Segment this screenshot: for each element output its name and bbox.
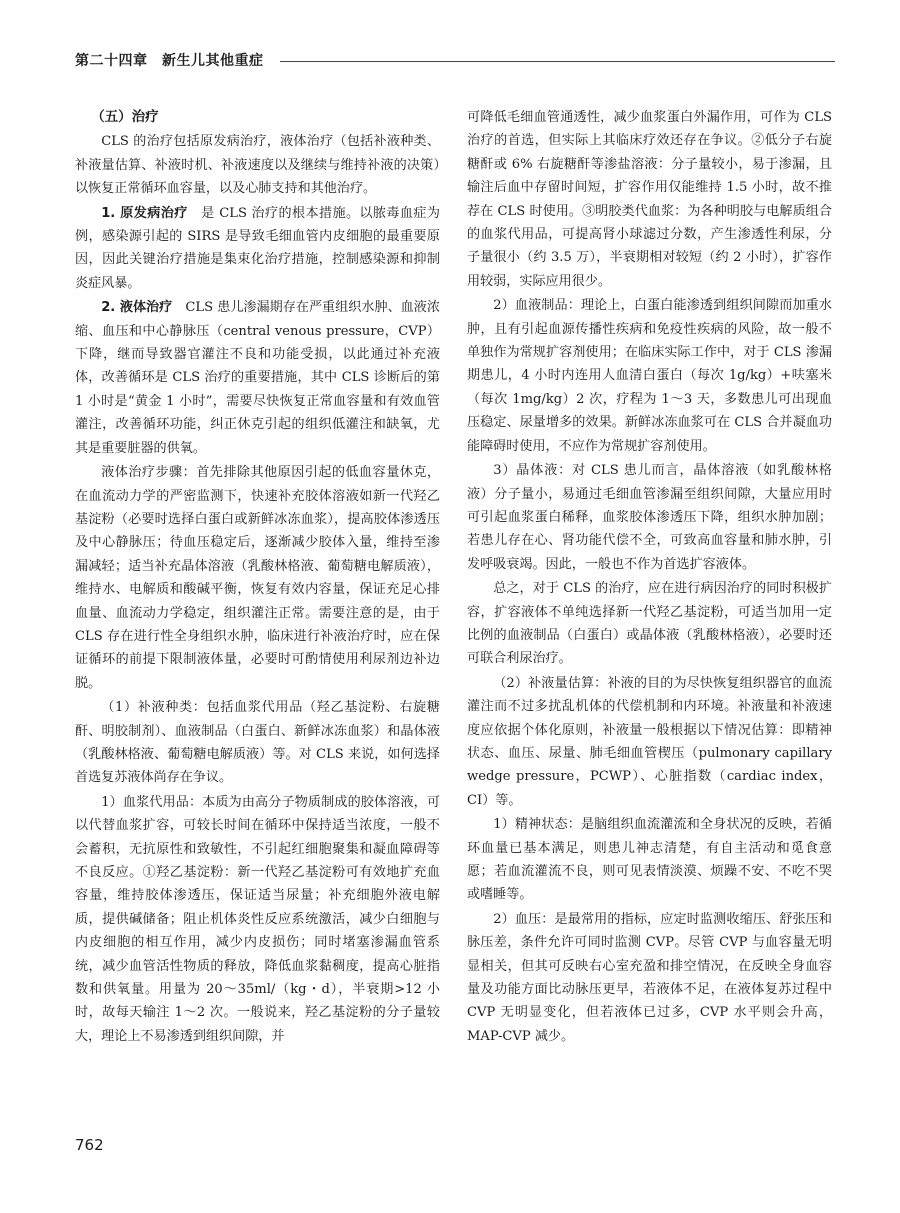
right-column (467, 106, 832, 1049)
paragraph (467, 672, 832, 812)
paragraph-text: 2）血液制品：理论上，白蛋白能渗透到组织间隙而加重水肿，且有引起血源传播性疾病和免疫性疾病的风险，故一般不单独作为常规扩容剂使用；在临床实际工作中，对于 CLS 渗漏期患儿，4 小时内连用人血清白蛋白（每次 1g/kg）+呋塞米（每次 1mg/kg）2 次，疗程为 1～3 天，多数患儿可出现血压稳定、尿量增多的效果。新鲜冰冻血浆可在 CLS 合并凝血功能障碍时使用，不应作为常规扩容剂使用。 (467, 298, 832, 454)
paragraph-text: 2）血压：是最常用的指标，应定时监测收缩压、舒张压和脉压差，条件允许可同时监测 CVP。尽管 CVP 与血容量无明显相关，但其可反映右心室充盈和排空情况，在反映全身血容量及功能方面比动脉压更早，若液体不足，在液体复苏过程中 CVP 无明显变化，但若液体已过多，CVP 水平则会升高，MAP-CVP 减少。 (467, 911, 832, 1044)
paragraph-text: 总之，对于 CLS 的治疗，应在进行病因治疗的同时积极扩容，扩容液体不单纯选择新一代羟乙基淀粉，可适当加用一定比例的血液制品（白蛋白）或晶体液（乳酸林格液），必要时还可联合利尿治疗。 (467, 581, 832, 667)
paragraph-text: （2）补液量估算：补液的目的为尽快恢复组织器官的血流灌注而不过多扰乱机体的代偿机制和内环境。补液量和补液速度应依据个体化原则，补液量一般根据以下情况估算：即精神状态、血压、尿量、肺毛细血管楔压（pulmonary capillary wedge pressure，PCWP）、心脏指数（cardiac index，CI）等。 (467, 675, 832, 808)
paragraph (75, 130, 440, 200)
page-header (75, 50, 835, 74)
paragraph-text: CLS 患儿渗漏期存在严重组织水肿、血液浓缩、血压和中心静脉压（central venous pressure，CVP）下降，继而导致器官灌注不良和功能受损，以此通过补充液体，改善循环是 CLS 治疗的重要措施，其中 CLS 诊断后的第 1 小时是“黄金 1 小时”，需要尽快恢复正常血容量和有效血管灌注，改善循环功能，纠正休克引起的组织低灌注和缺氧，尤其是重要脏器的供氧。 (75, 300, 440, 456)
paragraph (75, 296, 440, 460)
paragraph-lead: 1. 原发病治疗 (101, 205, 188, 221)
paragraph-text: 1）血浆代用品：本质为由高分子物质制成的胶体溶液，可以代替血浆扩容，可较长时间在循环中保持适当浓度，一般不会蓄积，无抗原性和致敏性，不引起红细胞聚集和凝血障碍等不良反应。①羟乙基淀粉：新一代羟乙基淀粉可有效地扩充血容量，维持胶体渗透压，保证适当尿量；补充细胞外液电解质，提供碱储备；阻止机体炎性反应系统激活，减少白细胞与内皮细胞的相互作用，减少内皮损伤；同时堵塞渗漏血管系统，减少血管活性物质的释放，降低血浆黏稠度，提高心脏指数和供氧量。用量为 20～35ml/（kg・d），半衰期>12 小时，故每天输注 1～2 次。一般说来，羟乙基淀粉的分子量较大，理论上不易渗透到组织间隙，并 (75, 794, 440, 1044)
paragraph (467, 294, 832, 458)
paragraph-text: 是 CLS 治疗的根本措施。以脓毒血症为例，感染源引起的 SIRS 是导致毛细血管内皮细胞的最重要原因，因此关键治疗措施是集束化治疗措施，控制感染源和抑制炎症风暴。 (75, 205, 440, 291)
paragraph-text: 液体治疗步骤：首先排除其他原因引起的低血容量休克，在血流动力学的严密监测下，快速补充胶体溶液如新一代羟乙基淀粉（必要时选择白蛋白或新鲜冰冻血浆），提高胶体渗透压及中心静脉压；待血压稳定后，逐渐减少胶体入量，维持至渗漏减轻；适当补充晶体溶液（乳酸林格液、葡萄糖电解质液），维持水、电解质和酸碱平衡，恢复有效内容量，保证充足心排血量、血流动力学稳定，组织灌注正常。需要注意的是，由于 CLS 存在进行性全身组织水肿，临床进行补液治疗时，应在保证循环的前提下限制液体量，必要时可酌情使用利尿剂边补边脱。 (75, 465, 440, 691)
paragraph-text: 可降低毛细血管通透性，减少血浆蛋白外漏作用，可作为 CLS 治疗的首选，但实际上其临床疗效还存在争议。②低分子右旋糖酐或 6% 右旋糖酐等渗盐溶液：分子量较小，易于渗漏，且输注后血中存留时间短，扩容作用仅能维持 1.5 小时，故不推荐在 CLS 时使用。③明胶类代血浆：为各种明胶与电解质组合的血浆代用品，可提高肾小球滤过分数，产生渗透性利尿，分子量很小（约 3.5 万），半衰期相对较短（约 2 小时），扩容作用较弱，实际应用很少。 (467, 110, 832, 289)
paragraph (75, 791, 440, 1048)
paragraph (75, 202, 440, 296)
paragraph (467, 106, 832, 293)
paragraph (75, 696, 440, 790)
paragraph-text: 1）精神状态：是脑组织血流灌流和全身状况的反映，若循环血量已基本满足，则患儿神志清楚，有自主活动和觅食意愿；若血流灌流不良，则可见表情淡漠、烦躁不安、不吃不哭或嗜睡等。 (467, 817, 832, 903)
header-rule (280, 61, 835, 62)
paragraph (467, 577, 832, 671)
page-number: 762 (75, 1136, 104, 1154)
paragraph-text: CLS 的治疗包括原发病治疗，液体治疗（包括补液种类、补液量估算、补液时机、补液速度以及继续与维持补液的决策）以恢复正常循环血容量，以及心肺支持和其他治疗。 (75, 134, 440, 197)
chapter-title: 第二十四章 新生儿其他重症 (75, 53, 264, 69)
left-column (75, 106, 440, 1049)
paragraph-text: （1）补液种类：包括血浆代用品（羟乙基淀粉、右旋糖酐、明胶制剂）、血液制品（白蛋白、新鲜冰冻血浆）和晶体液（乳酸林格液、葡萄糖电解质液）等。对 CLS 来说，如何选择首选复苏液体尚存在争议。 (75, 700, 440, 786)
paragraph-lead: 2. 液体治疗 (101, 300, 173, 316)
paragraph (467, 813, 832, 907)
paragraph-text: 3）晶体液：对 CLS 患儿而言，晶体溶液（如乳酸林格液）分子量小，易通过毛细血管渗漏至组织间隙，大量应用时可引起血浆蛋白稀释，血浆胶体渗透压下降，组织水肿加剧；若患儿存在心、肾功能代偿不全，可致高血容量和肺水肿，引发呼吸衰竭。因此，一般也不作为首选扩容液体。 (467, 463, 832, 572)
paragraph (75, 461, 440, 695)
paragraph (467, 908, 832, 1048)
paragraph (467, 459, 832, 576)
section-title: （五）治疗 (91, 109, 159, 125)
